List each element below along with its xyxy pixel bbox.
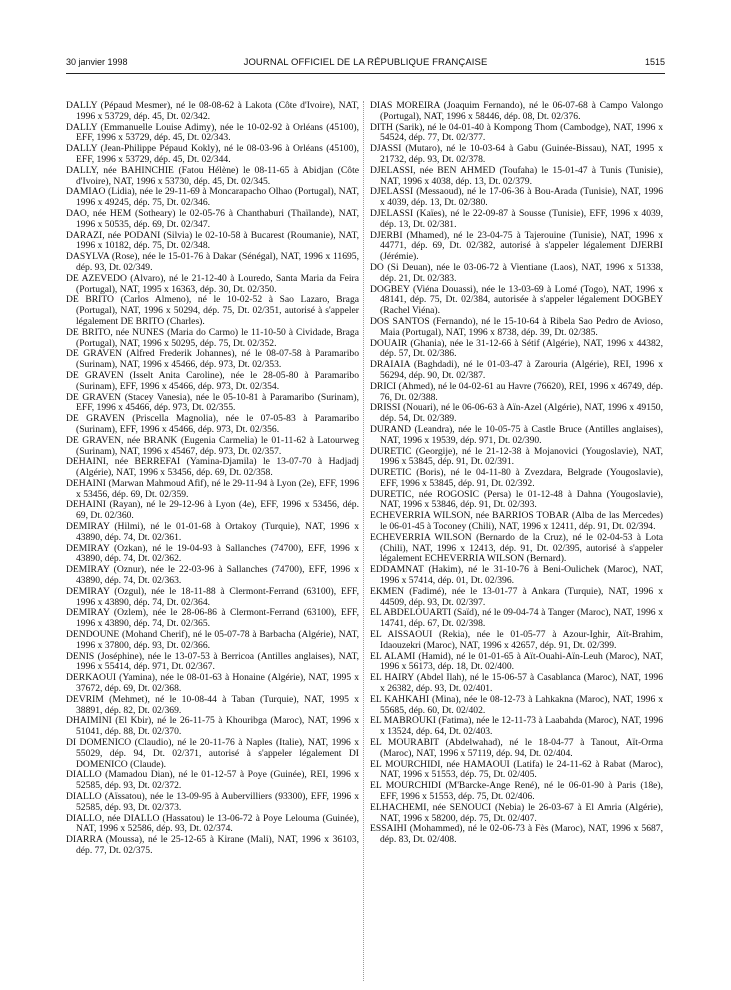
naturalization-entry: EKMEN (Fadimé), née le 13-01-77 à Ankara (Turquie), NAT, 1996 x 44509, dép. 93, Dt. 02/397.: [370, 585, 663, 608]
naturalization-entry: EDDAMNAT (Hakim), né le 31-10-76 à Beni-Oulichek (Maroc), NAT, 1996 x 57414, dép. 01, Dt. 02/396.: [370, 564, 663, 587]
header-page-number: 1515: [644, 57, 665, 67]
naturalization-entry: DE BRITO (Carlos Almeno), né le 10-02-52 à Sao Lazaro, Braga (Portugal), NAT, 1996 x 50294, dép. 75, Dt. 02/351, autorisé à s'appeler légalement DE BRITO (Charles).: [66, 294, 359, 327]
naturalization-entry: DEHAINI (Marwan Mahmoud Afif), né le 29-11-94 à Lyon (2e), EFF, 1996 x 53456, dép. 69, Dt. 02/359.: [66, 477, 359, 500]
naturalization-entry: DIARRA (Moussa), né le 25-12-65 à Kirane (Mali), NAT, 1996 x 36103, dép. 77, Dt. 02/375.: [66, 834, 359, 856]
naturalization-entry: DEHAINI, née BERREFAI (Yamina-Djamila) le 13-07-70 à Hadjadj (Algérie), NAT, 1996 x 53456, dép. 69, Dt. 02/358.: [66, 456, 359, 479]
naturalization-entry: DJELASSI (Kaïes), né le 22-09-87 à Sousse (Tunisie), EFF, 1996 x 4039, dép. 13, Dt. 02/381.: [370, 207, 663, 230]
naturalization-entry: DJASSI (Mutaro), né le 10-03-64 à Gabu (Guinée-Bissau), NAT, 1995 x 21732, dép. 93, Dt. 02/378.: [370, 143, 663, 165]
naturalization-entry: DAO, née HEM (Sotheary) le 02-05-76 à Chanthaburi (Thaïlande), NAT, 1996 x 50535, dép. 69, Dt. 02/347.: [66, 207, 359, 230]
naturalization-entry: EL MOURABIT (Abdelwahad), né le 18-04-77 à Tanout, Aït-Orma (Maroc), NAT, 1996 x 57119, dép. 94, Dt. 02/404.: [370, 737, 663, 759]
naturalization-entry: DRAIAIA (Baghdadi), né le 01-03-47 à Zarouria (Algérie), REI, 1996 x 56294, dép. 90, Dt. 02/387.: [370, 359, 663, 381]
naturalization-entry: DALLY, née BAHINCHIE (Fatou Hélène) le 08-11-65 à Abidjan (Côte d'Ivoire), NAT, 1996 x 53730, dép. 45, Dt. 02/345.: [66, 164, 359, 187]
naturalization-entry: DALLY (Emmanuelle Louise Adimy), née le 10-02-92 à Orléans (45100), EFF, 1996 x 53729, dép. 45, Dt. 02/343.: [66, 121, 359, 144]
naturalization-entry: EL MOURCHIDI, née HAMAOUI (Latifa) le 24-11-62 à Rabat (Maroc), NAT, 1996 x 51553, dép. 75, Dt. 02/405.: [370, 758, 663, 781]
naturalization-entry: DJELASSI, née BEN AHMED (Toufaha) le 15-01-47 à Tunis (Tunisie), NAT, 1996 x 4038, dép. 13, Dt. 02/379.: [370, 164, 663, 187]
naturalization-entry: DHAIMINI (El Kbir), né le 26-11-75 à Khouribga (Maroc), NAT, 1996 x 51041, dép. 88, Dt. 02/370.: [66, 715, 359, 738]
naturalization-entry: EL MABROUKI (Fatima), née le 12-11-73 à Laabahda (Maroc), NAT, 1996 x 13524, dép. 64, Dt. 02/403.: [370, 715, 663, 738]
naturalization-entry: ECHEVERRIA WILSON (Bernardo de la Cruz), né le 02-04-53 à Lota (Chili), NAT, 1996 x 12413, dép. 91, Dt. 02/395, autorisé à s'appeler légalement ECHEVERRIA WILSON (Bernard).: [370, 531, 663, 565]
naturalization-entry: DAMIAO (Lidia), née le 29-11-69 à Moncarapacho Olhao (Portugal), NAT, 1996 x 49245, dép. 75, Dt. 02/346.: [66, 186, 359, 209]
naturalization-entry: EL KAHKAHI (Mina), née le 08-12-73 à Lahkakna (Maroc), NAT, 1996 x 55685, dép. 60, Dt. 02/402.: [370, 693, 663, 716]
naturalization-entry: DE AZEVEDO (Alvaro), né le 21-12-40 à Louredo, Santa Maria da Feira (Portugal), NAT, 1995 x 16363, dép. 30, Dt. 02/350.: [66, 272, 359, 295]
naturalization-entry: DE GRAVEN (Stacey Vanesia), née le 05-10-81 à Paramaribo (Surinam), EFF, 1996 x 45466, dép. 973, Dt. 02/355.: [66, 391, 359, 414]
naturalization-entry: DURETIC (Boris), né le 04-11-80 à Zvezdara, Belgrade (Yougoslavie), EFF, 1996 x 53845, dép. 91, Dt. 02/392.: [370, 467, 663, 489]
right-column: [370, 101, 663, 846]
naturalization-entry: DITH (Sarik), né le 04-01-40 à Kompong Thom (Cambodge), NAT, 1996 x 54524, dép. 77, Dt. 02/377.: [370, 121, 663, 144]
naturalization-entry: DE GRAVEN (Isselt Anita Caroline), née le 28-05-80 à Paramaribo (Surinam), EFF, 1996 x 45466, dép. 973, Dt. 02/354.: [66, 369, 359, 392]
naturalization-entry: DENDOUNE (Mohand Cherif), né le 05-07-78 à Barbacha (Algérie), NAT, 1996 x 37800, dép. 93, Dt. 02/366.: [66, 629, 359, 651]
naturalization-entry: ESSAIHI (Mohammed), né le 02-06-73 à Fès (Maroc), NAT, 1996 x 5687, dép. 83, Dt. 02/408.: [370, 823, 663, 846]
naturalization-entry: DEMIRAY (Oznur), née le 22-03-96 à Sallanches (74700), EFF, 1996 x 43890, dép. 74, Dt. 02/363.: [66, 564, 359, 587]
naturalization-entry: DURETIC, née ROGOSIC (Persa) le 01-12-48 à Dahna (Yougoslavie), NAT, 1996 x 53846, dép. 91, Dt. 02/393.: [370, 488, 663, 511]
naturalization-entry: EL HAIRY (Abdel Ilah), né le 15-06-57 à Casablanca (Maroc), NAT, 1996 x 26382, dép. 93, Dt. 02/401.: [370, 672, 663, 695]
naturalization-entry: DEVRIM (Mehmet), né le 10-08-44 à Taban (Turquie), NAT, 1995 x 38891, dép. 82, Dt. 02/369.: [66, 693, 359, 716]
naturalization-entry: DEMIRAY (Ozgul), née le 18-11-88 à Clermont-Ferrand (63100), EFF, 1996 x 43890, dép. 74, Dt. 02/364.: [66, 585, 359, 608]
naturalization-entry: DRISSI (Nouari), né le 06-06-63 à Aïn-Azel (Algérie), NAT, 1996 x 49150, dép. 54, Dt. 02/389.: [370, 402, 663, 425]
naturalization-entry: DALLY (Pépaud Mesmer), né le 08-08-62 à Lakota (Côte d'Ivoire), NAT, 1996 x 53729, dép. 45, Dt. 02/342.: [66, 100, 359, 122]
naturalization-entry: DEMIRAY (Hilmi), né le 01-01-68 à Ortakoy (Turquie), NAT, 1996 x 43890, dép. 74, Dt. 02/361.: [66, 521, 359, 543]
naturalization-entry: DEMIRAY (Ozlem), née le 28-06-86 à Clermont-Ferrand (63100), EFF, 1996 x 43890, dép. 74, Dt. 02/365.: [66, 607, 359, 630]
page-header: [66, 57, 665, 73]
naturalization-entry: DEMIRAY (Ozkan), né le 19-04-93 à Sallanches (74700), EFF, 1996 x 43890, dép. 74, Dt. 02/362.: [66, 542, 359, 565]
naturalization-entry: DJERBI (Mhamed), né le 23-04-75 à Tajerouine (Tunisie), NAT, 1996 x 44771, dép. 69, Dt. 02/382, autorisé à s'appeler légalement DJERBI (Jérémie).: [370, 229, 663, 263]
left-column: [66, 101, 359, 857]
header-title: JOURNAL OFFICIEL DE LA RÉPUBLIQUE FRANÇAISE: [243, 57, 488, 68]
naturalization-entry: EL ABDELOUARTI (Saïd), né le 09-04-74 à Tanger (Maroc), NAT, 1996 x 14741, dép. 67, Dt. 02/398.: [370, 607, 663, 630]
naturalization-entry: DE BRITO, née NUNES (Maria do Carmo) le 11-10-50 à Cividade, Braga (Portugal), NAT, 1996 x 50295, dép. 75, Dt. 02/352.: [66, 326, 359, 349]
naturalization-entry: DRICI (Ahmed), né le 04-02-61 au Havre (76620), REI, 1996 x 46749, dép. 76, Dt. 02/388.: [370, 380, 663, 403]
naturalization-entry: DIALLO (Aïssatou), née le 13-09-95 à Aubervilliers (93300), EFF, 1996 x 52585, dép. 93, Dt. 02/373.: [66, 791, 359, 813]
column-divider: [363, 101, 364, 981]
naturalization-entry: DIALLO, née DIALLO (Hassatou) le 13-06-72 à Poye Leloumа (Guinée), NAT, 1996 x 52586, dép. 93, Dt. 02/374.: [66, 812, 359, 835]
naturalization-entry: DE GRAVEN (Alfred Frederik Johannes), né le 08-07-58 à Paramaribo (Surinam), NAT, 1996 x 45466, dép. 973, Dt. 02/353.: [66, 348, 359, 371]
naturalization-entry: DENIS (Joséphine), née le 13-07-53 à Berricoa (Antilles anglaises), NAT, 1996 x 55414, dép. 971, Dt. 02/367.: [66, 650, 359, 673]
naturalization-entry: DIAS MOREIRA (Joaquim Fernando), né le 06-07-68 à Campo Valongo (Portugal), NAT, 1996 x 58446, dép. 08, Dt. 02/376.: [370, 100, 663, 122]
naturalization-entry: DIALLO (Mamadou Dian), né le 01-12-57 à Poye (Guinée), REI, 1996 x 52585, dép. 93, Dt. 02/372.: [66, 769, 359, 792]
naturalization-entry: DERKAOUI (Yamina), née le 08-01-63 à Honaine (Algérie), NAT, 1995 x 37672, dép. 69, Dt. 02/368.: [66, 672, 359, 695]
naturalization-entry: DALLY (Jean-Philippe Pépaud Kokly), né le 08-03-96 à Orléans (45100), EFF, 1996 x 53729, dép. 45, Dt. 02/344.: [66, 143, 359, 165]
naturalization-entry: DURAND (Leandra), née le 10-05-75 à Castle Bruce (Antilles anglaises), NAT, 1996 x 19539, dép. 971, Dt. 02/390.: [370, 423, 663, 446]
naturalization-entry: EL ALAMI (Hamid), né le 01-01-65 à Aït-Ouahi-Aïn-Leuh (Maroc), NAT, 1996 x 56173, dép. 18, Dt. 02/400.: [370, 650, 663, 673]
header-date: 30 janvier 1998: [66, 57, 128, 67]
naturalization-entry: ECHEVERRIA WILSON, née BARRIOS TOBAR (Alba de las Mercedes) le 06-01-45 à Toconey (Chili), NAT, 1996 x 12411, dép. 91, Dt. 02/394.: [370, 510, 663, 533]
naturalization-entry: DO (Si Deuan), née le 03-06-72 à Vientiane (Laos), NAT, 1996 x 51338, dép. 21, Dt. 02/383.: [370, 261, 663, 284]
naturalization-entry: DE GRAVEN (Priscella Magnolia), née le 07-05-83 à Paramaribo (Surinam), EFF, 1996 x 45466, dép. 973, Dt. 02/356.: [66, 413, 359, 435]
naturalization-entry: DE GRAVEN, née BRANK (Eugenia Carmelia) le 01-11-62 à Latourweg (Surinam), NAT, 1996 x 45467, dép. 973, Dt. 02/357.: [66, 434, 359, 457]
naturalization-entry: DASYLVA (Rose), née le 15-01-76 à Dakar (Sénégal), NAT, 1996 x 11695, dép. 93, Dt. 02/349.: [66, 251, 359, 273]
naturalization-entry: DOGBEY (Viéna Douassi), née le 13-03-69 à Lomé (Togo), NAT, 1996 x 48141, dép. 75, Dt. 02/384, autorisée à s'appeler légalement DOGBEY (Rachel Viéna).: [370, 283, 663, 317]
naturalization-entry: DOUAIR (Ghania), née le 31-12-66 à Sétif (Algérie), NAT, 1996 x 44382, dép. 57, Dt. 02/386.: [370, 337, 663, 360]
naturalization-entry: DI DOMENICO (Claudio), né le 20-11-76 à Naples (Italie), NAT, 1996 x 55029, dép. 94, Dt. 02/371, autorisé à s'appeler légalement DI DOMENICO (Claude).: [66, 737, 359, 770]
naturalization-entry: EL AISSAOUI (Rekia), née le 01-05-77 à Azour-Ighir, Aït-Brahim, Idaouzekri (Maroc), NAT, 1996 x 42657, dép. 91, Dt. 02/399.: [370, 629, 663, 651]
naturalization-entry: DJELASSI (Messaoud), né le 17-06-36 à Bou-Arada (Tunisie), NAT, 1996 x 4039, dép. 13, Dt. 02/380.: [370, 186, 663, 209]
naturalization-entry: DEHAINI (Rayan), né le 29-12-96 à Lyon (4e), EFF, 1996 x 53456, dép. 69, Dt. 02/360.: [66, 499, 359, 522]
naturalization-entry: DOS SANTOS (Fernando), né le 15-10-64 à Ribela Sao Pedro de Aviosо, Maia (Portugal), NAT, 1996 x 8738, dép. 39, Dt. 02/385.: [370, 315, 663, 338]
naturalization-entry: EL MOURCHIDI (M'Barcke-Ange René), né le 06-01-90 à Paris (18e), EFF, 1996 x 51553, dép. 75, Dt. 02/406.: [370, 780, 663, 802]
naturalization-entry: DARAZI, née PODANI (Silvia) le 02-10-58 à Bucarest (Roumanie), NAT, 1996 x 10182, dép. 75, Dt. 02/348.: [66, 229, 359, 252]
naturalization-entry: ELHACHEMI, née SENOUCI (Nebia) le 26-03-67 à El Amria (Algérie), NAT, 1996 x 58200, dép. 75, Dt. 02/407.: [370, 801, 663, 824]
naturalization-entry: DURETIC (Georgije), né le 21-12-38 à Mojanovici (Yougoslavie), NAT, 1996 x 53845, dép. 91, Dt. 02/391.: [370, 445, 663, 468]
header-rule: [66, 73, 665, 74]
